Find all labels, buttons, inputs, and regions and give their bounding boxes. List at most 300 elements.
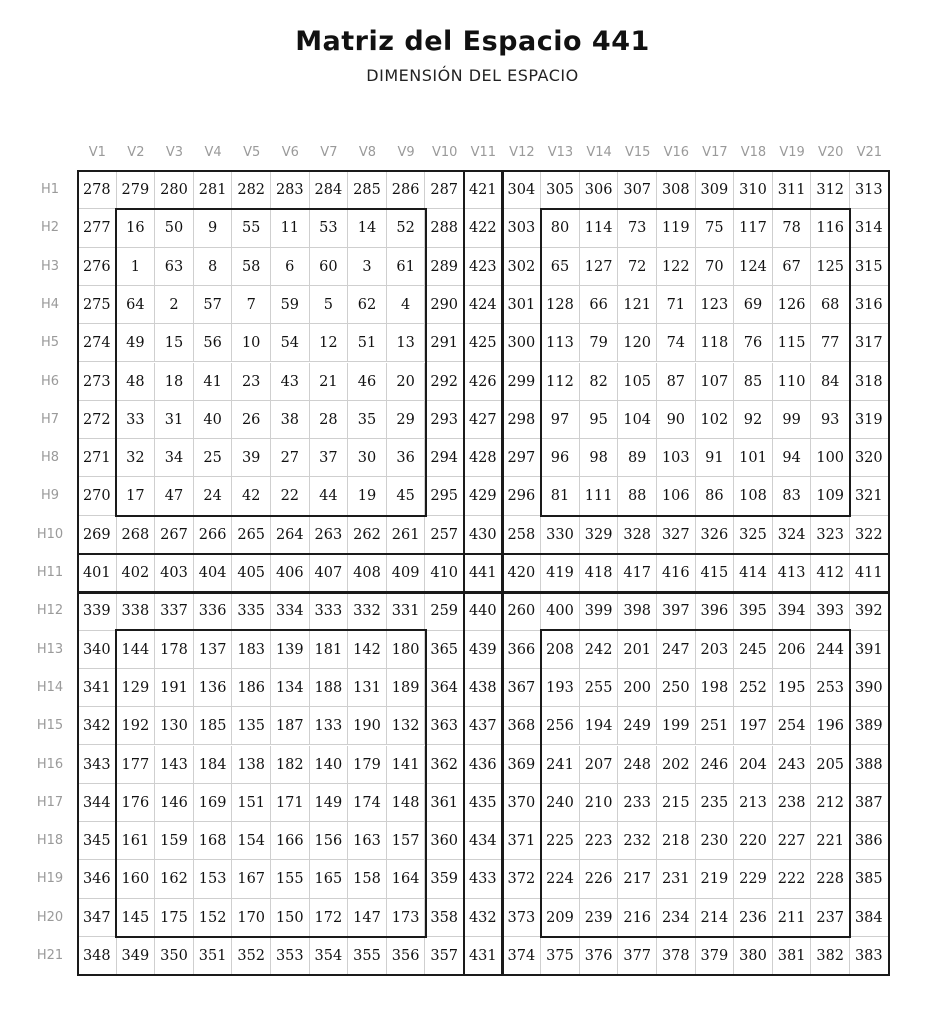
matrix-cell: 76	[734, 324, 773, 362]
matrix-cell: 302	[503, 248, 542, 286]
matrix-cell: 303	[503, 209, 542, 247]
matrix-cell: 169	[194, 784, 233, 822]
matrix-cell: 263	[310, 516, 349, 554]
matrix-cell: 168	[194, 822, 233, 860]
matrix-cell: 273	[78, 363, 117, 401]
matrix-cell: 182	[271, 746, 310, 784]
matrix-cell: 215	[657, 784, 696, 822]
matrix-cell: 187	[271, 707, 310, 745]
matrix-cell: 437	[464, 707, 503, 745]
matrix-cell: 277	[78, 209, 117, 247]
matrix-cell: 410	[425, 554, 464, 592]
matrix-cell: 287	[425, 171, 464, 209]
matrix-cell: 311	[773, 171, 812, 209]
matrix-cell: 304	[503, 171, 542, 209]
matrix-cell: 8	[194, 248, 233, 286]
matrix-cell: 66	[580, 286, 619, 324]
matrix-cell: 56	[194, 324, 233, 362]
matrix-cell: 313	[850, 171, 889, 209]
matrix-cell: 237	[811, 899, 850, 937]
matrix-cell: 33	[117, 401, 156, 439]
matrix-cell: 39	[232, 439, 271, 477]
matrix-cell: 384	[850, 899, 889, 937]
row-label: H12	[36, 603, 64, 619]
matrix-cell: 6	[271, 248, 310, 286]
column-label: V13	[547, 145, 574, 160]
matrix-cell: 402	[117, 554, 156, 592]
column-label: V10	[431, 145, 458, 160]
matrix-cell: 89	[618, 439, 657, 477]
matrix-cell: 184	[194, 746, 233, 784]
matrix-cell: 296	[503, 477, 542, 515]
matrix-cell: 327	[657, 516, 696, 554]
matrix-cell: 393	[811, 592, 850, 630]
matrix-cell: 195	[773, 669, 812, 707]
row-label: H18	[36, 833, 64, 849]
matrix-cell: 309	[696, 171, 735, 209]
column-label: V19	[779, 145, 805, 160]
matrix-cell: 97	[541, 401, 580, 439]
row-label: H14	[36, 679, 64, 695]
matrix-cell: 341	[78, 669, 117, 707]
matrix-cell: 144	[117, 631, 156, 669]
matrix-cell: 141	[387, 746, 426, 784]
matrix-cell: 429	[464, 477, 503, 515]
matrix-cell: 291	[425, 324, 464, 362]
matrix-cell: 173	[387, 899, 426, 937]
row-label: H13	[36, 641, 64, 657]
matrix-cell: 38	[271, 401, 310, 439]
matrix-cell: 42	[232, 477, 271, 515]
matrix-cell: 361	[425, 784, 464, 822]
matrix-cell: 399	[580, 592, 619, 630]
matrix-cell: 221	[811, 822, 850, 860]
matrix-cell: 408	[348, 554, 387, 592]
matrix-cell: 228	[811, 860, 850, 898]
matrix-cell: 373	[503, 899, 542, 937]
matrix-cell: 4	[387, 286, 426, 324]
matrix-cell: 30	[348, 439, 387, 477]
matrix-cell: 118	[696, 324, 735, 362]
matrix-cell: 289	[425, 248, 464, 286]
matrix-cell: 60	[310, 248, 349, 286]
matrix-cell: 216	[618, 899, 657, 937]
matrix-cell: 110	[773, 363, 812, 401]
matrix-cell: 82	[580, 363, 619, 401]
matrix-cell: 22	[271, 477, 310, 515]
matrix-cell: 224	[541, 860, 580, 898]
matrix-cell: 315	[850, 248, 889, 286]
matrix-cell: 70	[696, 248, 735, 286]
matrix-cell: 32	[117, 439, 156, 477]
matrix-cell: 115	[773, 324, 812, 362]
matrix-cell: 352	[232, 937, 271, 975]
matrix-cell: 74	[657, 324, 696, 362]
matrix-cell: 279	[117, 171, 156, 209]
matrix-cell: 349	[117, 937, 156, 975]
matrix-cell: 55	[232, 209, 271, 247]
matrix-cell: 377	[618, 937, 657, 975]
matrix-cell: 53	[310, 209, 349, 247]
matrix-cell: 366	[503, 631, 542, 669]
matrix-cell: 199	[657, 707, 696, 745]
matrix-cell: 310	[734, 171, 773, 209]
matrix-cell: 48	[117, 363, 156, 401]
matrix-cell: 254	[773, 707, 812, 745]
matrix-cell: 160	[117, 860, 156, 898]
matrix-cell: 251	[696, 707, 735, 745]
matrix-cell: 420	[503, 554, 542, 592]
matrix-cell: 242	[580, 631, 619, 669]
matrix-cell: 300	[503, 324, 542, 362]
matrix-cell: 240	[541, 784, 580, 822]
matrix-cell: 180	[387, 631, 426, 669]
matrix-cell: 210	[580, 784, 619, 822]
matrix-cell: 282	[232, 171, 271, 209]
matrix-cell: 305	[541, 171, 580, 209]
matrix-cell: 125	[811, 248, 850, 286]
matrix-cell: 47	[155, 477, 194, 515]
row-label: H10	[36, 526, 64, 542]
matrix-cell: 44	[310, 477, 349, 515]
matrix-cell: 284	[310, 171, 349, 209]
matrix-cell: 212	[811, 784, 850, 822]
matrix-cell: 37	[310, 439, 349, 477]
matrix-cell: 332	[348, 592, 387, 630]
matrix-cell: 231	[657, 860, 696, 898]
matrix-cell: 413	[773, 554, 812, 592]
matrix-cell: 256	[541, 707, 580, 745]
matrix-cell: 164	[387, 860, 426, 898]
matrix-cell: 328	[618, 516, 657, 554]
matrix-cell: 41	[194, 363, 233, 401]
matrix-cell: 135	[232, 707, 271, 745]
matrix-cell: 316	[850, 286, 889, 324]
column-label: V6	[281, 145, 299, 160]
matrix-cell: 108	[734, 477, 773, 515]
matrix-cell: 128	[541, 286, 580, 324]
matrix-cell: 234	[657, 899, 696, 937]
matrix-cell: 85	[734, 363, 773, 401]
matrix-cell: 425	[464, 324, 503, 362]
matrix-cell: 388	[850, 746, 889, 784]
matrix-cell: 392	[850, 592, 889, 630]
matrix-cell: 40	[194, 401, 233, 439]
matrix-cell: 19	[348, 477, 387, 515]
matrix-cell: 211	[773, 899, 812, 937]
matrix-cell: 380	[734, 937, 773, 975]
matrix-cell: 219	[696, 860, 735, 898]
matrix-cell: 290	[425, 286, 464, 324]
matrix-cell: 241	[541, 746, 580, 784]
matrix-cell: 153	[194, 860, 233, 898]
matrix-cell: 90	[657, 401, 696, 439]
matrix-cell: 193	[541, 669, 580, 707]
matrix-cell: 150	[271, 899, 310, 937]
matrix-cell: 269	[78, 516, 117, 554]
matrix-cell: 264	[271, 516, 310, 554]
matrix-cell: 345	[78, 822, 117, 860]
matrix-cell: 423	[464, 248, 503, 286]
matrix-cell: 400	[541, 592, 580, 630]
matrix-cell: 299	[503, 363, 542, 401]
matrix-cell: 15	[155, 324, 194, 362]
matrix-cell: 376	[580, 937, 619, 975]
matrix-cell: 57	[194, 286, 233, 324]
column-label: V1	[88, 145, 106, 160]
matrix-cell: 183	[232, 631, 271, 669]
matrix-cell: 301	[503, 286, 542, 324]
matrix-cell: 395	[734, 592, 773, 630]
matrix-cell: 146	[155, 784, 194, 822]
matrix-cell: 95	[580, 401, 619, 439]
matrix-cell: 162	[155, 860, 194, 898]
matrix-cell: 223	[580, 822, 619, 860]
matrix-cell: 272	[78, 401, 117, 439]
matrix-cell: 111	[580, 477, 619, 515]
matrix-cell: 379	[696, 937, 735, 975]
matrix-cell: 120	[618, 324, 657, 362]
matrix-cell: 419	[541, 554, 580, 592]
row-label: H16	[36, 756, 64, 772]
matrix-cell: 13	[387, 324, 426, 362]
matrix-cell: 319	[850, 401, 889, 439]
matrix-cell: 188	[310, 669, 349, 707]
matrix-cell: 134	[271, 669, 310, 707]
matrix-cell: 343	[78, 746, 117, 784]
matrix-cell: 329	[580, 516, 619, 554]
matrix-cell: 226	[580, 860, 619, 898]
matrix-cell: 3	[348, 248, 387, 286]
matrix-cell: 51	[348, 324, 387, 362]
matrix-cell: 49	[117, 324, 156, 362]
matrix-cell: 67	[773, 248, 812, 286]
matrix-cell: 99	[773, 401, 812, 439]
matrix-cell: 132	[387, 707, 426, 745]
matrix-cell: 297	[503, 439, 542, 477]
matrix-cell: 149	[310, 784, 349, 822]
matrix-cell: 427	[464, 401, 503, 439]
matrix-cell: 285	[348, 171, 387, 209]
matrix-cell: 202	[657, 746, 696, 784]
matrix-cell: 50	[155, 209, 194, 247]
matrix-cell: 78	[773, 209, 812, 247]
matrix-cell: 114	[580, 209, 619, 247]
matrix-cell: 244	[811, 631, 850, 669]
matrix-cell: 62	[348, 286, 387, 324]
matrix-cell: 117	[734, 209, 773, 247]
column-label: V11	[470, 145, 497, 160]
matrix-cell: 239	[580, 899, 619, 937]
matrix-cell: 17	[117, 477, 156, 515]
matrix-cell: 355	[348, 937, 387, 975]
matrix-cell: 157	[387, 822, 426, 860]
row-label: H3	[40, 258, 60, 274]
matrix-cell: 243	[773, 746, 812, 784]
matrix-cell: 185	[194, 707, 233, 745]
matrix-cell: 65	[541, 248, 580, 286]
matrix-cell: 405	[232, 554, 271, 592]
matrix-cell: 344	[78, 784, 117, 822]
matrix-cell: 350	[155, 937, 194, 975]
matrix-cell: 276	[78, 248, 117, 286]
matrix-cell: 357	[425, 937, 464, 975]
matrix-cell: 73	[618, 209, 657, 247]
matrix-cell: 5	[310, 286, 349, 324]
matrix-cell: 253	[811, 669, 850, 707]
matrix-cell: 411	[850, 554, 889, 592]
column-label: V5	[243, 145, 261, 160]
matrix-cell: 414	[734, 554, 773, 592]
row-label: H7	[40, 411, 60, 427]
matrix-cell: 133	[310, 707, 349, 745]
matrix-cell: 312	[811, 171, 850, 209]
matrix-cell: 280	[155, 171, 194, 209]
matrix-cell: 172	[310, 899, 349, 937]
matrix-cell: 43	[271, 363, 310, 401]
matrix-cell: 422	[464, 209, 503, 247]
matrix-cell: 80	[541, 209, 580, 247]
matrix-cell: 246	[696, 746, 735, 784]
column-label: V3	[165, 145, 184, 160]
matrix-cell: 245	[734, 631, 773, 669]
row-label: H15	[36, 718, 64, 734]
matrix-cell: 209	[541, 899, 580, 937]
matrix-cell: 318	[850, 363, 889, 401]
matrix-cell: 197	[734, 707, 773, 745]
column-label: V9	[397, 145, 415, 160]
row-label: H17	[36, 794, 64, 810]
matrix-cell: 214	[696, 899, 735, 937]
matrix-cell: 404	[194, 554, 233, 592]
matrix-cell: 394	[773, 592, 812, 630]
row-label: H8	[40, 450, 60, 466]
matrix-cell: 143	[155, 746, 194, 784]
matrix-cell: 371	[503, 822, 542, 860]
row-label: H21	[36, 948, 64, 963]
matrix-cell: 152	[194, 899, 233, 937]
matrix-cell: 79	[580, 324, 619, 362]
matrix-cell: 322	[850, 516, 889, 554]
matrix-cell: 407	[310, 554, 349, 592]
matrix-cell: 77	[811, 324, 850, 362]
matrix-cell: 436	[464, 746, 503, 784]
matrix-cell: 25	[194, 439, 233, 477]
matrix-cell: 101	[734, 439, 773, 477]
column-label: V7	[320, 145, 338, 160]
matrix-cell: 123	[696, 286, 735, 324]
matrix-cell: 330	[541, 516, 580, 554]
matrix-cell: 363	[425, 707, 464, 745]
matrix-cell: 84	[811, 363, 850, 401]
matrix-cell: 386	[850, 822, 889, 860]
row-label: H6	[40, 373, 60, 389]
matrix-cell: 113	[541, 324, 580, 362]
matrix-cell: 147	[348, 899, 387, 937]
row-label: H4	[40, 296, 60, 312]
matrix-cell: 206	[773, 631, 812, 669]
matrix-cell: 378	[657, 937, 696, 975]
page-title: Matriz del Espacio 441	[295, 26, 650, 57]
matrix-cell: 346	[78, 860, 117, 898]
matrix-cell: 390	[850, 669, 889, 707]
matrix-cell: 260	[503, 592, 542, 630]
matrix-cell: 142	[348, 631, 387, 669]
matrix-cell: 238	[773, 784, 812, 822]
matrix-cell: 387	[850, 784, 889, 822]
matrix-cell: 417	[618, 554, 657, 592]
column-label: V8	[358, 145, 377, 160]
column-label: V2	[127, 145, 145, 160]
matrix-cell: 83	[773, 477, 812, 515]
matrix-cell: 148	[387, 784, 426, 822]
column-label: V12	[509, 145, 535, 160]
matrix-cell: 424	[464, 286, 503, 324]
matrix-cell: 177	[117, 746, 156, 784]
matrix-cell: 20	[387, 363, 426, 401]
row-label: H2	[40, 220, 60, 236]
matrix-cell: 94	[773, 439, 812, 477]
matrix-cell: 233	[618, 784, 657, 822]
matrix-cell: 333	[310, 592, 349, 630]
matrix-cell: 137	[194, 631, 233, 669]
matrix-cell: 16	[117, 209, 156, 247]
matrix-cell: 31	[155, 401, 194, 439]
matrix-cell: 428	[464, 439, 503, 477]
column-label: V15	[624, 145, 651, 160]
matrix-cell: 435	[464, 784, 503, 822]
matrix-cell: 87	[657, 363, 696, 401]
page-subtitle: DIMENSIÓN DEL ESPACIO	[366, 66, 579, 85]
matrix-cell: 342	[78, 707, 117, 745]
matrix-cell: 321	[850, 477, 889, 515]
matrix-cell: 259	[425, 592, 464, 630]
matrix-cell: 24	[194, 477, 233, 515]
matrix-cell: 249	[618, 707, 657, 745]
matrix-cell: 165	[310, 860, 349, 898]
matrix-cell: 438	[464, 669, 503, 707]
matrix-cell: 166	[271, 822, 310, 860]
matrix-cell: 340	[78, 631, 117, 669]
matrix-cell: 12	[310, 324, 349, 362]
matrix-cell: 92	[734, 401, 773, 439]
matrix-cell: 382	[811, 937, 850, 975]
matrix-cell: 412	[811, 554, 850, 592]
matrix-cell: 213	[734, 784, 773, 822]
matrix-cell: 353	[271, 937, 310, 975]
matrix-cell: 432	[464, 899, 503, 937]
matrix-cell: 334	[271, 592, 310, 630]
matrix-cell: 140	[310, 746, 349, 784]
matrix-cell: 175	[155, 899, 194, 937]
matrix-cell: 258	[503, 516, 542, 554]
matrix-cell: 255	[580, 669, 619, 707]
matrix-cell: 122	[657, 248, 696, 286]
matrix-cell: 161	[117, 822, 156, 860]
matrix-cell: 326	[696, 516, 735, 554]
matrix-cell: 324	[773, 516, 812, 554]
matrix-cell: 196	[811, 707, 850, 745]
matrix-cell: 369	[503, 746, 542, 784]
matrix-cell: 358	[425, 899, 464, 937]
column-label: V21	[856, 145, 883, 160]
matrix-cell: 396	[696, 592, 735, 630]
matrix-cell: 320	[850, 439, 889, 477]
matrix-cell: 145	[117, 899, 156, 937]
column-label: V17	[702, 145, 728, 160]
matrix-cell: 176	[117, 784, 156, 822]
matrix-cell: 207	[580, 746, 619, 784]
